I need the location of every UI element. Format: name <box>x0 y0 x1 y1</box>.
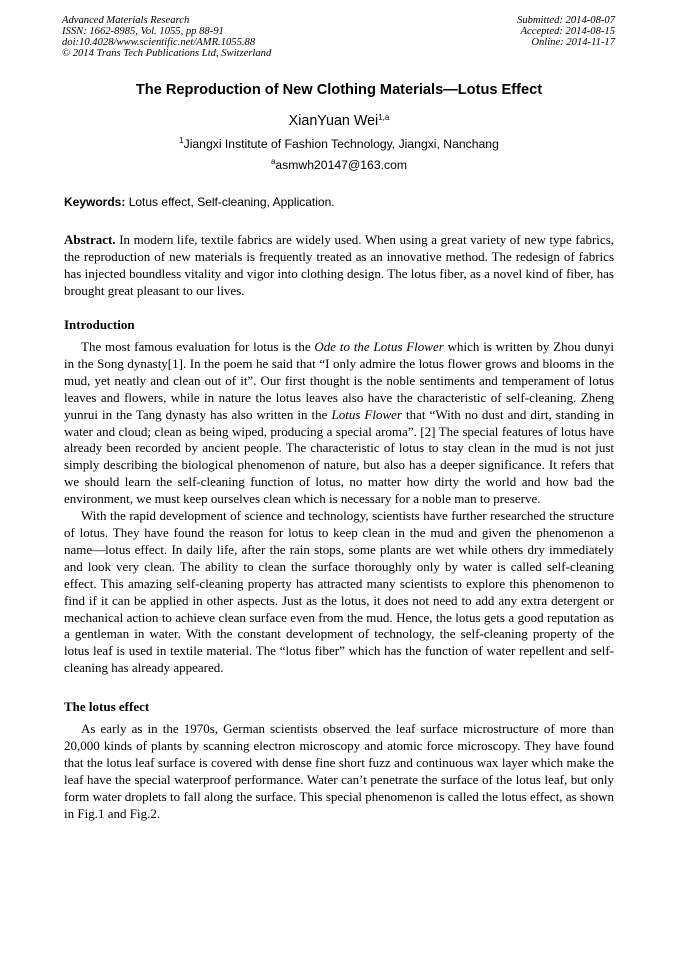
copyright-line: © 2014 Trans Tech Publications Ltd, Switzerland <box>62 48 272 59</box>
intro-p1-italic-title-1: Ode to the Lotus Flower <box>314 339 444 354</box>
intro-p1-text-b: which is written by Zhou dunyi in the Song dynasty[1]. In the poem he said that “I only admire the lotus flower grows and blooms in the mud, yet neatly and clean out of it”. Our first thought is the noble sentiments and temperament of lotus leaves and flowers, while in nature the lotus leaves also have the characteristic of self-cleaning. Zheng yunrui in the Tang dynasty has also written in the <box>64 339 614 422</box>
affiliation-text: Jiangxi Institute of Fashion Technology, Jiangxi, Nanchang <box>183 137 499 151</box>
online-date: Online: 2014-11-17 <box>531 37 615 48</box>
abstract-label: Abstract. <box>64 232 116 247</box>
section-heading-introduction: Introduction <box>64 317 135 332</box>
accepted-date: Accepted: 2014-08-15 <box>520 26 615 37</box>
issn-line: ISSN: 1662-8985, Vol. 1055, pp 88-91 <box>62 26 224 37</box>
lotus-effect-body <box>64 721 614 822</box>
lotus-effect-paragraph-1: As early as in the 1970s, German scientists observed the leaf surface microstructure of more than 20,000 kinds of plants by scanning electron microscopy and atomic force microscopy. They have found that the lotus leaf surface is covered with dense fine short fuzz and continuous wax layer which make the leaf have the special waterproof performance. Water can’t penetrate the surface of the lotus leaf, but only form water droplets to fall along the surface. This special phenomenon is called the lotus effect, as shown in Fig.1 and Fig.2. <box>64 721 614 821</box>
journal-info <box>62 15 271 59</box>
intro-paragraph-1 <box>64 339 614 508</box>
author-name: XianYuan Wei <box>288 113 379 129</box>
email <box>0 158 678 172</box>
keywords <box>64 195 335 209</box>
section-heading-lotus-effect: The lotus effect <box>64 699 150 714</box>
intro-paragraph-2: With the rapid development of science and technology, scientists have further researched the structure of lotus. They have found the reason for lotus to keep clean in the mud and given the phenomenon a name—lotus effect. In daily life, after the rain stops, some plants are wet while others dry immediately and look very clean. The ability to clean the surface thoroughly only by water is called self-cleaning effect. This amazing self-cleaning property has attracted many scientists to explore this phenomenon to find if it can be applied in other aspects. Just as the lotus, it does not need to add any extra detergent or mechanical action to achieve clean surface even from the mud. Hence, the lotus gets a good reputation as a gentleman in water. With the constant development of technology, the self-cleaning property of the lotus leaf is used in textile material. The “lotus fiber” which has the function of water repellent and self-cleaning has already appeared. <box>64 508 614 676</box>
keywords-label: Keywords: <box>64 195 126 209</box>
dates-info <box>517 15 615 48</box>
doi-line: doi:10.4028/www.scientific.net/AMR.1055.88 <box>62 37 256 48</box>
keywords-text: Lotus effect, Self-cleaning, Application. <box>128 195 335 209</box>
journal-name: Advanced Materials Research <box>62 15 190 26</box>
affiliation-sup: 1 <box>179 136 184 145</box>
email-sup: a <box>270 157 276 166</box>
intro-p1-italic-title-2: Lotus Flower <box>331 406 402 422</box>
introduction-body <box>64 339 614 677</box>
abstract-text: In modern life, textile fabrics are widely used. When using a great variety of new type fabrics, the reproduction of new materials is frequently treated as an innovative method. The redesign of fabrics has injected boundless vitality and vigor into clothing design. The lotus fiber, as a novel kind of fiber, has brought great pleasant to our lives. <box>64 232 615 298</box>
email-text: asmwh20147@163.com <box>275 158 408 172</box>
intro-p1-text-c: that “With no dust and dirt, standing in water and cloud; clean as being wiped, producing a special aroma”. [2] The special features of lotus have already been recorded by ancient people. The characteristic of lotus to stay clean in the mud is not just simply describing the biological phenomenon of nature, but also has a deeper significance. It refers that we should learn the self-cleaning function of lotus, no matter how dirty the world and how bad the environment, we must keep ourselves clean which is necessary for a noble man to preserve. <box>64 406 614 507</box>
intro-p1-text-a: The most famous evaluation for lotus is the <box>81 339 315 354</box>
author <box>0 113 678 129</box>
affiliation <box>0 137 678 151</box>
submitted-date: Submitted: 2014-08-07 <box>517 15 615 26</box>
paper-title: The Reproduction of New Clothing Materials—Lotus Effect <box>135 82 543 98</box>
abstract <box>64 232 614 300</box>
author-sup: 1,a <box>378 113 390 122</box>
